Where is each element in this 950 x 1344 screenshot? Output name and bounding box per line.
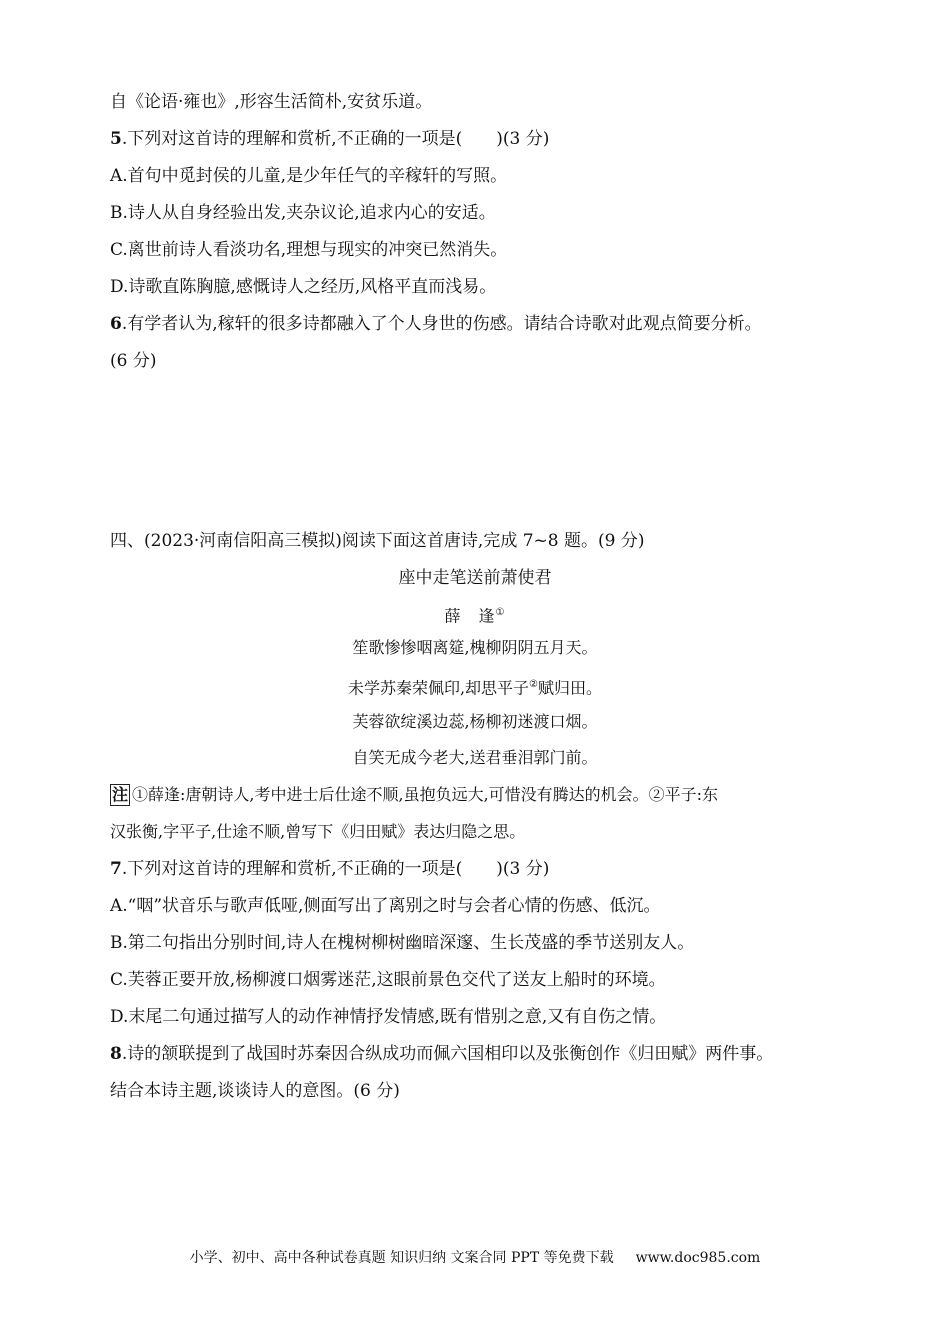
poem-line-2 [0,673,950,700]
question-number: 5 [110,129,122,149]
author-name: 薛 逢 [444,606,496,626]
question-number: 7 [110,859,122,879]
q5-option-d: D.诗歌直陈胸臆,感慨诗人之经历,风格平直而浅易。 [110,277,497,297]
q7-option-b: B.第二句指出分别时间,诗人在槐树柳树幽暗深邃、生长茂盛的季节送别友人。 [110,933,695,953]
q5-option-a: A.首句中觅封侯的儿童,是少年任气的辛稼轩的写照。 [110,166,508,186]
q8-line-2: 结合本诗主题,谈谈诗人的意图。(6 分) [110,1081,400,1101]
poem-line-4: 自笑无成今老大,送君垂泪郭门前。 [352,748,598,767]
note-line-2: 汉张衡,字平子,仕途不顺,曾写下《归田赋》表达归隐之思。 [110,822,526,841]
top-line: 自《论语·雍也》,形容生活简朴,安贫乐道。 [110,92,433,112]
poem-line-2-part1: 未学苏秦荣佩印,却思平子 [347,678,530,698]
q6-points: (6 分) [110,351,157,371]
poem-line-1: 笙歌惨惨咽离筵,槐柳阴阴五月天。 [352,638,598,657]
footer [0,1247,950,1267]
footer-url[interactable]: www.doc985.com [635,1250,761,1266]
question-text: .诗的颔联提到了战国时苏秦因合纵成功而佩六国相印以及张衡创作《归田赋》两件事。 [121,1044,774,1064]
pingzi-footnote-mark: ② [529,679,539,690]
q7-option-d: D.末尾二句通过描写人的动作神情抒发情感,既有惜别之意,又有自伤之情。 [110,1007,667,1027]
q7-option-c: C.芙蓉正要开放,杨柳渡口烟雾迷茫,这眼前景色交代了送友上船时的环境。 [110,970,666,990]
note-label: 注 [112,785,129,804]
note-line-1 [110,783,890,807]
q5-option-c: C.离世前诗人看淡功名,理想与现实的冲突已然消失。 [110,240,508,260]
author-footnote-mark: ① [495,607,506,618]
poem-author [0,601,950,628]
poem-title: 座中走笔送前萧使君 [398,568,552,588]
question-text: .下列对这首诗的理解和赏析,不正确的一项是( )(3 分) [121,859,550,879]
q7-option-a: A.“咽”状音乐与歌声低哑,侧面写出了离别之时与会者心情的伤感、低沉。 [110,896,661,916]
q5-option-b: B.诗人从自身经验出发,夹杂议论,追求内心的安适。 [110,203,496,223]
question-6 [110,312,890,336]
poem-line-2-part2: 赋归田。 [538,678,603,698]
question-text: .下列对这首诗的理解和赏析,不正确的一项是( )(3 分) [121,129,550,149]
footer-text: 小学、初中、高中各种试卷真题 知识归纳 文案合同 PPT 等免费下载 [189,1250,614,1266]
poem-line-3: 芙蓉欲绽溪边蕊,杨柳初迷渡口烟。 [352,712,598,731]
question-5 [110,127,890,151]
note-text-1: ①薛逢:唐朝诗人,考中进士后仕途不顺,虽抱负远大,可惜没有腾达的机会。②平子:东 [132,785,719,804]
question-text: .有学者认为,稼轩的很多诗都融入了个人身世的伤感。请结合诗歌对此观点简要分析。 [121,314,762,334]
question-number: 8 [110,1044,122,1064]
section-4-heading: 四、(2023·河南信阳高三模拟)阅读下面这首唐诗,完成 7~8 题。(9 分) [110,531,645,551]
question-8 [110,1042,890,1066]
question-7 [110,857,890,881]
question-number: 6 [110,314,122,334]
